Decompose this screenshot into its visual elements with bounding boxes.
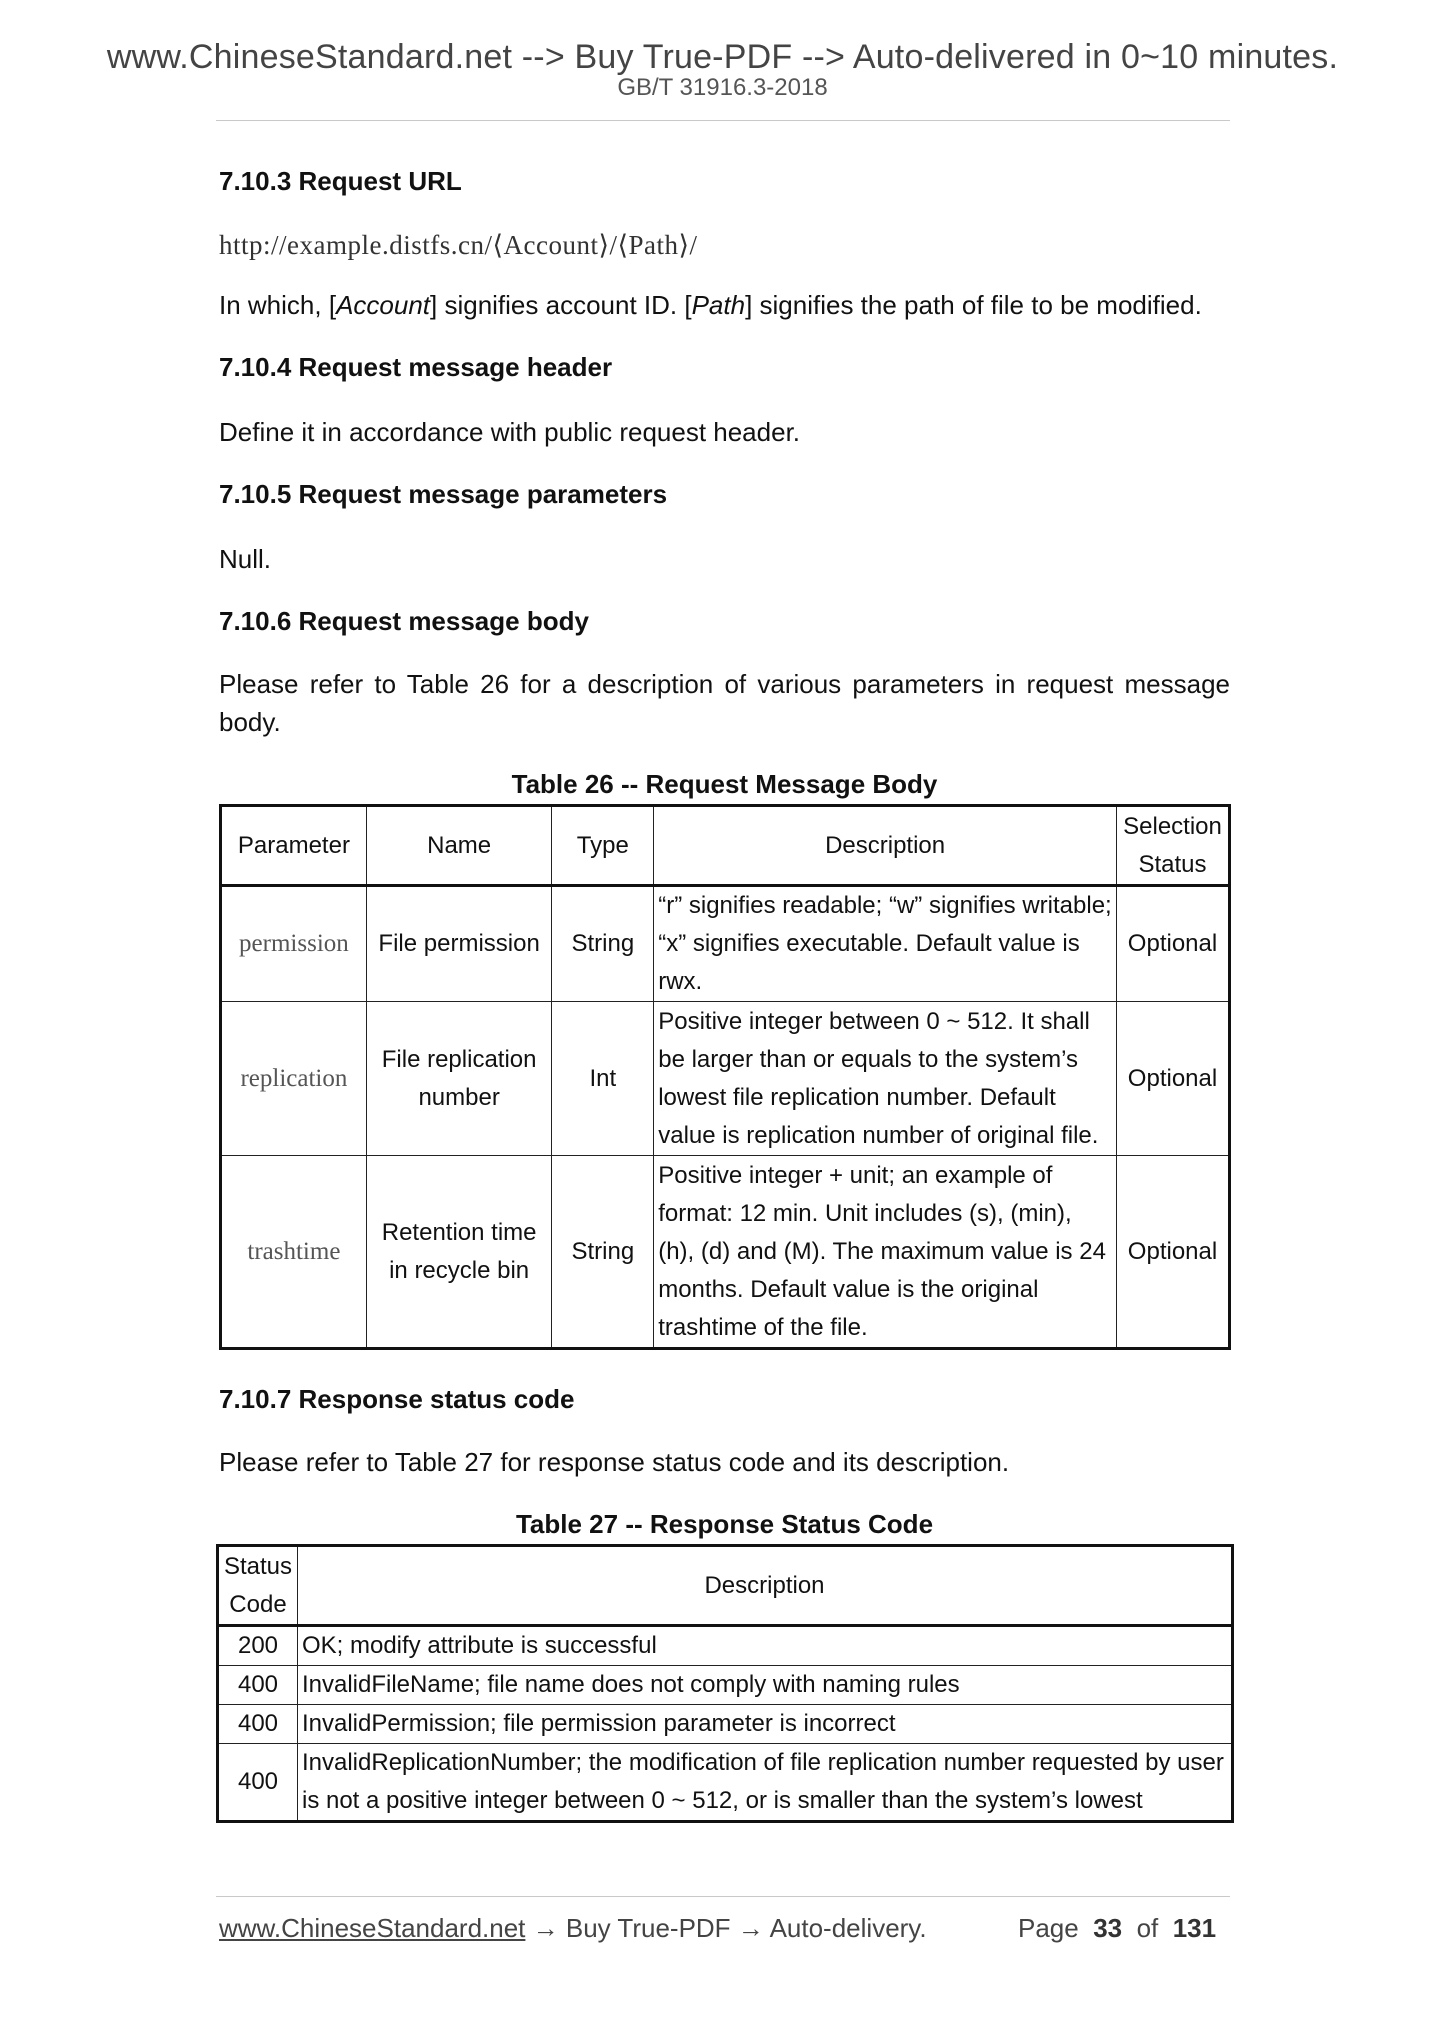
table-row: [221, 886, 1230, 1002]
table-row: [218, 1666, 1233, 1705]
cell-status: Optional: [1117, 1002, 1230, 1156]
cell-param: permission: [221, 886, 367, 1002]
url-text-account: Account: [336, 290, 431, 320]
table-row: [218, 1626, 1233, 1666]
th-selection-status: Selection Status: [1117, 806, 1230, 886]
cell-name: Retention time in recycle bin: [366, 1156, 552, 1349]
th-parameter: Parameter: [221, 806, 367, 886]
url-text-c: ] signifies account ID. [: [430, 290, 692, 320]
table-26: [219, 804, 1231, 1350]
cell-name: File replication number: [366, 1002, 552, 1156]
cell-code: 400: [218, 1744, 298, 1822]
cell-code-desc: InvalidReplicationNumber; the modification of file replication number requested by user is not a positive integer between 0 ~ 512, or is smaller than the system’s lowest: [297, 1744, 1232, 1822]
url-text-e: ] signifies the path of file to be modified.: [745, 290, 1202, 320]
cell-code: 200: [218, 1626, 298, 1666]
cell-status: Optional: [1117, 1156, 1230, 1349]
body-text: Please refer to Table 26 for a description of various parameters in request message body.: [219, 669, 1230, 737]
status-text: Please refer to Table 27 for response status code and its description.: [219, 1447, 1010, 1477]
footer-divider: [216, 1896, 1230, 1897]
cell-name: File permission: [366, 886, 552, 1002]
url-text-a: In which, [: [219, 290, 337, 320]
table-27: [216, 1544, 1234, 1823]
table26-header-row: [221, 806, 1230, 886]
top-banner: www.ChineseStandard.net --> Buy True-PDF --> Auto-delivered in 0~10 minutes.: [106, 38, 1339, 76]
cell-type: String: [552, 1156, 654, 1349]
page-label: Page: [1018, 1913, 1079, 1943]
table27-header-row: [218, 1546, 1233, 1626]
cell-description: Positive integer between 0 ~ 512. It shall be larger than or equals to the system’s lowest file replication number. Default value is replication number of original file.: [654, 1002, 1117, 1156]
cell-code-desc: InvalidPermission; file permission parameter is incorrect: [297, 1705, 1232, 1744]
heading-7-10-3: 7.10.3 Request URL: [219, 166, 462, 196]
table-row: [221, 1156, 1230, 1349]
cell-description: “r” signifies readable; “w” signifies writable; “x” signifies executable. Default value is rwx.: [654, 886, 1117, 1002]
cell-code: 400: [218, 1705, 298, 1744]
cell-param: trashtime: [221, 1156, 367, 1349]
th-type: Type: [552, 806, 654, 886]
page-number: 33: [1093, 1913, 1123, 1943]
heading-7-10-5: 7.10.5 Request message parameters: [219, 479, 668, 509]
th-description: Description: [654, 806, 1117, 886]
th-name: Name: [366, 806, 552, 886]
cell-code-desc: InvalidFileName; file name does not comply with naming rules: [297, 1666, 1232, 1705]
footer-left: [219, 1913, 927, 1944]
cell-code-desc: OK; modify attribute is successful: [297, 1626, 1232, 1666]
cell-code: 400: [218, 1666, 298, 1705]
request-url: http://example.distfs.cn/⟨Account⟩/⟨Path⟩/: [219, 230, 698, 260]
header-text: Define it in accordance with public request header.: [219, 417, 801, 447]
header-divider: [216, 120, 1230, 121]
footer-tail: → Buy True-PDF → Auto-delivery.: [525, 1913, 927, 1943]
cell-status: Optional: [1117, 886, 1230, 1002]
th-status-description: Description: [297, 1546, 1232, 1626]
footer-link[interactable]: www.ChineseStandard.net: [219, 1913, 526, 1943]
page-indicator: [1018, 1913, 1216, 1944]
table-row: [218, 1705, 1233, 1744]
heading-7-10-7: 7.10.7 Response status code: [219, 1384, 575, 1414]
table26-caption: Table 26 -- Request Message Body: [511, 769, 938, 799]
th-status-code: Status Code: [218, 1546, 298, 1626]
cell-description: Positive integer + unit; an example of format: 12 min. Unit includes (s), (min), (h), (d) and (M). The maximum value is 24 months. Default value is the original trashtime of the file.: [654, 1156, 1117, 1349]
cell-type: Int: [552, 1002, 654, 1156]
cell-param: replication: [221, 1002, 367, 1156]
table-row: [218, 1744, 1233, 1822]
standard-number: GB/T 31916.3-2018: [617, 74, 828, 101]
cell-type: String: [552, 886, 654, 1002]
table-row: [221, 1002, 1230, 1156]
params-text: Null.: [219, 544, 272, 574]
heading-7-10-4: 7.10.4 Request message header: [219, 352, 613, 382]
page-total: 131: [1172, 1913, 1217, 1943]
url-explanation: [219, 286, 1230, 324]
heading-7-10-6: 7.10.6 Request message body: [219, 606, 589, 636]
page-content: [219, 166, 1230, 1823]
of-label: of: [1136, 1913, 1159, 1943]
url-text-path: Path: [691, 290, 746, 320]
table27-caption: Table 27 -- Response Status Code: [515, 1509, 934, 1539]
